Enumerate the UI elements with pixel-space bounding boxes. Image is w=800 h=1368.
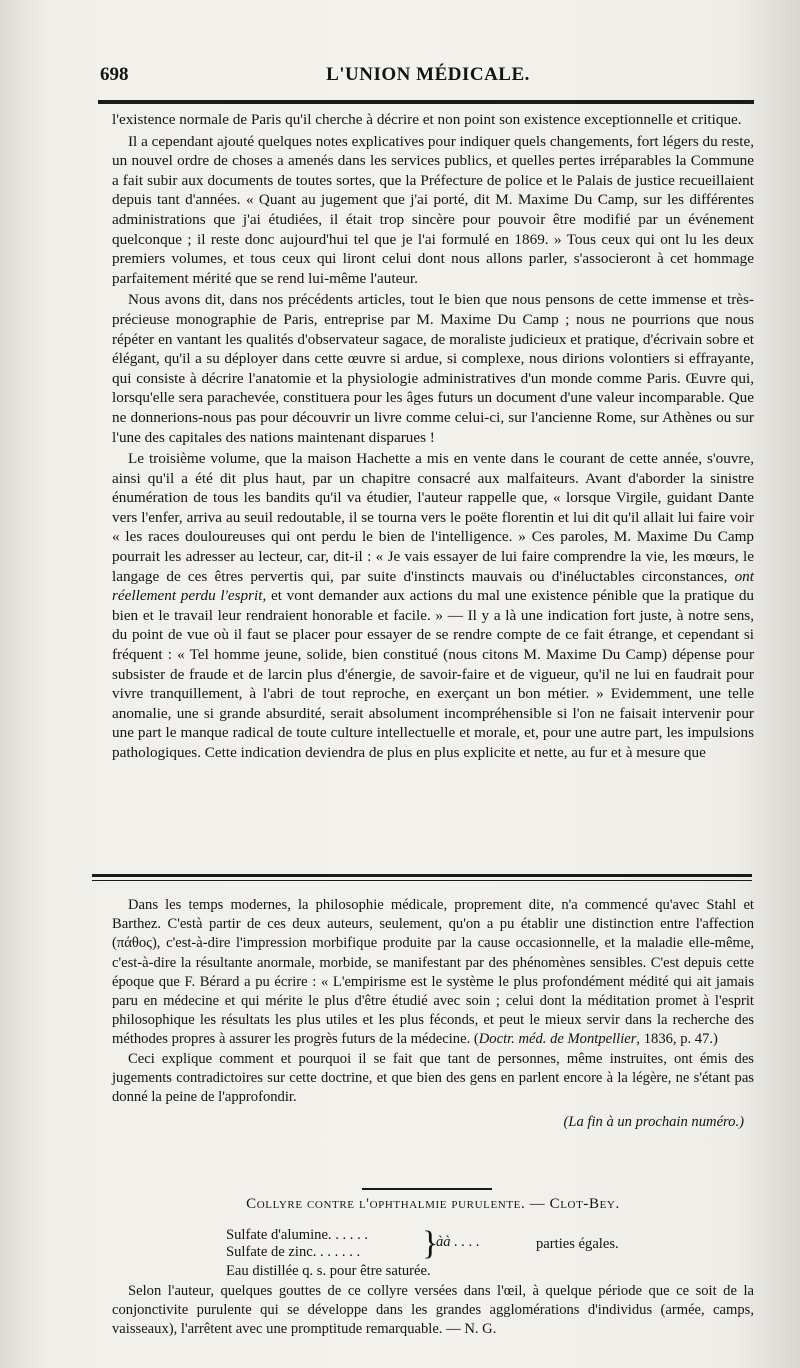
ingredient-line: Sulfate d'alumine. . . . . .: [226, 1227, 369, 1243]
main-article: [112, 110, 754, 763]
page-number: 698: [100, 64, 129, 85]
note-paragraph-1-part-a: Dans les temps modernes, la philosophie médicale, proprement dite, n'a commencé qu'avec Stahl et Barthez. C'està partir de ces deux auteurs, seulement, qu'on a pu établir une distinction entre l'affection (πάθος), c'est-à-dire l'impression morbifique produite par la cause occasionnelle, et la maladie elle-même, c'est-à-dire la résultante anormale, morbide, se manifestant par des phénomènes sensibles. C'est depuis cette époque que F. Bérard a pu écrire : « L'empirisme est le système le plus profondément médité qui ait jamais paru en médecine et qui mérite le plus d'être étudié avec soin ; celui dont la méditation promet à l'esprit philosophique les résultats les plus utiles et les plus féconds, et peut le mieux servir dans la recherche des méthodes propres à assurer les progrès futurs de la médecine. (: [112, 897, 754, 1048]
italic-quote: ont réellement perdu l'esprit,: [112, 567, 754, 605]
paragraph-4-part-a: Le troisième volume, que la maison Hachette a mis en vente dans le courant de cette année, s'ouvre, ainsi qu'il a été dit plus haut, par un chapitre consacré aux malfaiteurs. Avant d'aborder la sinistre énumération de tous les bandits qu'il va étudier, l'auteur rappelle que, « lorsque Virgile, guidant Dante vers l'enfer, arriva au seuil redoutable, il se tourna vers le poëte florentin et lui dit qu'il allait lui faire voir « les races douloureuses qui ont perdu le bien de l'intelligence. » Ces paroles, M. Maxime Du Camp pourrait les adresser au lecteur, car, dit-il : « Je vais essayer de lui faire comprendre la vie, les mœurs, le langage de ces êtres pervertis qui, par suite d'instincts mauvais ou d'inéluctables circonstances,: [112, 450, 754, 585]
feuilleton-section: [112, 896, 754, 1132]
note-paragraph-1-part-b: , 1836, p. 47.): [636, 1031, 718, 1048]
note-paragraph-1: [112, 896, 754, 1050]
paragraph-3: Nous avons dit, dans nos précédents articles, tout le bien que nous pensons de cette immense et très-précieuse monographie de Paris, entreprise par M. Maxime Du Camp ; nous ne pourrions que nous répéter en vantant les qualités d'observateur sagace, de moraliste judicieux et pratique, d'écrivain sobre et élégant, qu'il a su déployer dans cette œuvre si ardue, si complexe, nous dirions volontiers si effrayante, qui consiste à décrire l'anatomie et la physiologie administratives d'un monde comme Paris. Œuvre qui, lorsqu'elle sera parachevée, constituera pour les âges futurs un document d'une valeur incomparable. Que ne donnerions-nous pas pour découvrir un livre comme celui-ci, sur l'ancienne Rome, sur Athènes ou sur l'une des capitales des nations maintenant disparues !: [112, 291, 754, 446]
citation-title: Doctr. méd. de Montpellier: [478, 1031, 637, 1048]
journal-title: L'UNION MÉDICALE.: [326, 64, 530, 85]
idem-label: àà . . . .: [436, 1234, 480, 1250]
closing-paragraph: Selon l'auteur, quelques gouttes de ce collyre versées dans l'œil, à quelque période que ce soit de la conjonctivite purulente qui se développe dans les grandes agglomérations d'individus (armée, camps, vaisseaux), l'arrêtent avec une promptitude remarquable. — N. G.: [112, 1283, 754, 1337]
section-rule: [362, 1188, 492, 1190]
header-rule: [98, 100, 754, 104]
paragraph-2: Il a cependant ajouté quelques notes explicatives pour indiquer quels changements, fort légers du reste, un nouvel ordre de choses a amenés dans les services publics, et quelles pertes irréparables la Commune a fait subir aux documents de toutes sortes, que la Préfecture de police et le Palais de justice recueillaient depuis tant d'années. « Quant au jugement que j'ai porté, dit M. Maxime Du Camp, sur les différentes administrations que j'ai étudiées, il était trop sincère pour pouvoir être modifié par un événement quelconque ; il reste donc aujourd'hui tel que je l'ai formulé en 1869. » Tous ceux qui ont lu les deux premiers volumes, et tous ceux qui liront celui dont nous allons parler, s'associeront à cet hommage parfaitement mérité que se rend lui-même l'auteur.: [112, 132, 754, 287]
ingredient-line: Sulfate de zinc. . . . . . .: [226, 1244, 361, 1260]
closing-note: [112, 1282, 754, 1339]
feuilleton-divider: [92, 874, 752, 881]
water-line: Eau distillée q. s. pour être saturée.: [226, 1263, 431, 1279]
continuation-note: (La fin à un prochain numéro.): [563, 1114, 744, 1131]
brace-symbol: }: [422, 1225, 439, 1262]
paragraph-1: l'existence normale de Paris qu'il cherche à décrire et non point son existence exceptionnelle et critique.: [112, 111, 742, 128]
paragraph-4: [112, 449, 754, 763]
paragraph-4-part-b: et vont demander aux actions du mal une existence pénible que la pratique du bien et le travail leur rendraient honorable et facile. » — Il y a là une indication fort juste, à notre sens, du point de vue où il faut se placer pour essayer de se rendre compte de ce fait étrange, et cependant si fréquent : « Tel homme jeune, solide, bien constitué (nous citons M. Maxime Du Camp) dépense pour subsister de fraude et de larcin plus d'énergie, de savoir-faire et de vigueur, qu'il ne lui en faudrait pour vivre tranquillement, à l'abri de tout reproche, en exerçant un bon métier. » Evidemment, une telle anomalie, une si grande absurdité, serait absolument incompréhensible si l'on ne faisait intervenir pour une part le manque radical de toute culture intellectuelle et morale, et, pour une autre part, les impulsions pathologiques. Cette indication deviendra de plus en plus explicite et nette, au fur et à mesure que: [112, 587, 755, 761]
page-header: [100, 64, 756, 90]
proportion-label: parties égales.: [536, 1236, 619, 1252]
recipe-title: Collyre contre l'ophthalmie purulente. — Clot-Bey.: [246, 1196, 620, 1212]
ingredient-list: [226, 1227, 666, 1261]
note-paragraph-2: Ceci explique comment et pourquoi il se fait que tant de personnes, même instruites, ont émis des jugements contradictoires sur cette doctrine, et que bien des gens en parlent encore à la légère, ne s'étant pas donné la peine de l'approfondir.: [112, 1050, 754, 1106]
